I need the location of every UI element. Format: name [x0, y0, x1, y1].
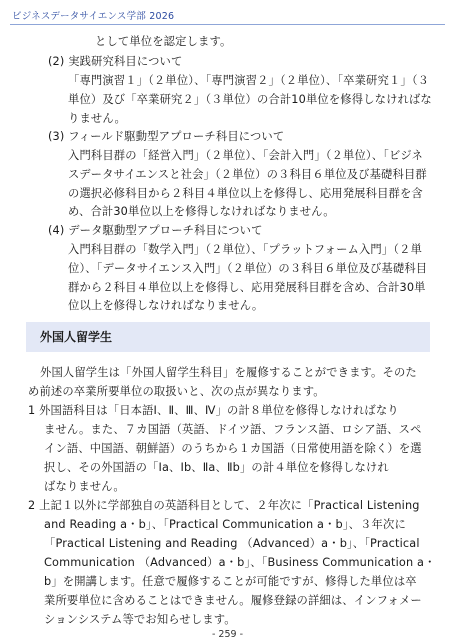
body-line: ばなりません。 [44, 480, 125, 493]
page-header [0, 0, 455, 26]
list-item-1: 1 外国語科目は「日本語Ⅰ、Ⅱ、Ⅲ、Ⅳ」の計８単位を修得しなければなり [28, 404, 399, 417]
body-line: 「Practical Listening and Reading （Advanced）a・b」、「Practical [44, 537, 420, 550]
body-line: ションシステム等でお知らせします。 [44, 613, 236, 626]
subsection-heading: (3) フィールド駆動型アプローチ科目について [48, 130, 285, 143]
body-line: スデータサイエンスと社会」（２単位）の３科目６単位及び基礎科目群 [68, 168, 427, 181]
body-line: ません。また、７カ国語（英語、ドイツ語、フランス語、ロシア語、スペ [44, 423, 422, 436]
subsection-heading: (4) データ駆動型アプローチ科目について [48, 224, 263, 237]
body-line: b」を開講します。任意で履修することが可能ですが、修得した単位は卒 [44, 575, 417, 588]
body-line: の選択必修科目から２科目４単位以上を修得し、応用発展科目群を含 [68, 187, 423, 200]
list-item-2: 2 上記１以外に学部独自の英語科目として、２年次に「Practical Listening [28, 499, 420, 512]
body-line: 「専門演習１」（２単位）、「専門演習２」（２単位）、「卒業研究１」（３ [68, 74, 430, 87]
header-divider [10, 24, 445, 25]
page-number: - 259 - [211, 629, 244, 640]
subsection-heading: (2) 実践研究科目について [48, 55, 183, 68]
body-line: 位）、「データサイエンス入門」（２単位）の３科目６単位及び基礎科目 [68, 262, 428, 275]
section-title: 外国人留学生 [40, 330, 113, 344]
body-line: 外国人留学生は「外国人留学生科目」を履修することができます。そのた [40, 366, 417, 379]
body-line: 入門科目群の「数学入門」（２単位）、「プラットフォーム入門」（２単 [68, 243, 423, 256]
body-line: 入門科目群の「経営入門」（２単位）、「会計入門」（２単位）、「ビジネ [68, 149, 423, 162]
header-title: ビジネスデータサイエンス学部 2026 [12, 11, 175, 22]
body-line: りません。 [68, 112, 126, 125]
body-line: め前述の卒業所要単位の取扱いと、次の点が異なります。 [28, 385, 325, 398]
body-line: イン語、中国語、朝鮮語）のうちから１カ国語（日常使用語を除く）を選 [44, 442, 422, 455]
body-line: め、合計30単位以上を修得しなければなりません。 [68, 205, 335, 218]
body-line: 業所要単位に含めることはできません。履修登録の詳細は、インフォメー [44, 594, 422, 607]
body-line: 位以上を修得しなければなりません。 [68, 299, 264, 312]
body-line: として単位を認定します。 [95, 35, 232, 48]
body-line: 択し、その外国語の「Ⅰa、Ⅰb、Ⅱa、Ⅱb」の計４単位を修得しなけれ [44, 461, 389, 474]
body-line: and Reading a・b」、「Practical Communication a・b」、３年次に [44, 518, 406, 531]
body-line: 単位）及び「卒業研究２」（３単位）の合計10単位を修得しなければな [68, 93, 432, 106]
body-line: 群から２科目４単位以上を修得し、応用発展科目群を含め、合計30単 [68, 281, 426, 294]
body-line: Communication （Advanced）a・b」、「Business Communication a・ [44, 556, 436, 569]
